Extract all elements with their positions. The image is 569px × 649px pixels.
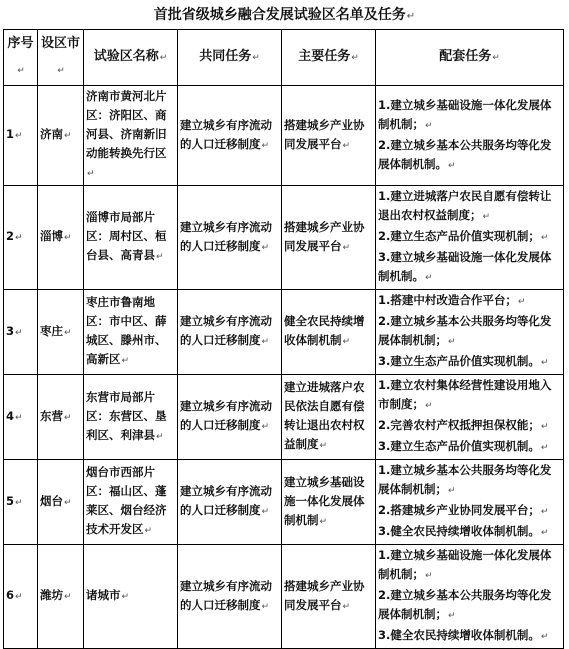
- row-number: 2↵: [4, 186, 38, 290]
- pilot-zone-table: [3, 29, 564, 649]
- support-item: 1.建立进城落户农民自愿有偿转让退出农村权益制度；↵: [378, 189, 552, 222]
- support-task-cell: [376, 460, 564, 545]
- support-item: 3.建立城乡基础设施一体化发展体制机制。↵: [378, 250, 552, 283]
- zone-cell: 济南市黄河北片区：济阳区、商河县、济南新旧动能转换先行区↵: [84, 86, 178, 186]
- zone-cell: 淄博市局部片区：周村区、桓台县、高青县↵: [84, 186, 178, 290]
- table-row: [4, 86, 564, 186]
- title-text: 首批省级城乡融合发展试验区名单及任务: [153, 7, 406, 23]
- support-item: 2.建立城乡基本公共服务均等化发展体制机制；↵: [378, 588, 552, 621]
- table-row: [4, 375, 564, 460]
- paragraph-mark: ↵: [492, 53, 500, 63]
- row-number: 5↵: [4, 460, 38, 545]
- support-item: 2.建立城乡基本公共服务均等化发展体制机制。↵: [378, 137, 552, 171]
- table-row: [4, 460, 564, 545]
- document-title: [0, 6, 569, 26]
- support-item: 1.建立农村集体经营性建设用地入市制度；↵: [378, 378, 552, 411]
- main-task-cell: 建立进城落户农民依法自愿有偿转让退出农村权益制度↵: [282, 375, 376, 460]
- paragraph-mark: ↵: [17, 66, 25, 76]
- header-label: 设区市: [40, 36, 80, 51]
- support-task-cell: [376, 375, 564, 460]
- paragraph-mark: ↵: [57, 66, 65, 76]
- city-cell: 淄博↵: [38, 186, 84, 290]
- header-label: 序号: [7, 36, 34, 51]
- row-number: 4↵: [4, 375, 38, 460]
- header-label: 试验区名称: [93, 49, 159, 64]
- row-number: 1↵: [4, 86, 38, 186]
- city-cell: 东营↵: [38, 375, 84, 460]
- support-task-cell: [376, 186, 564, 290]
- paragraph-mark: ↵: [351, 53, 359, 63]
- main-task-cell: 搭建城乡产业协同发展平台↵: [282, 86, 376, 186]
- support-item: 2.搭建城乡产业协同发展平台；↵: [378, 503, 549, 517]
- table-header-row: [4, 30, 564, 86]
- common-task-cell: 建立城乡有序流动的人口迁移制度↵: [178, 375, 282, 460]
- support-item: 1.建立城乡基础设施一体化发展体制机制；↵: [378, 97, 552, 131]
- support-item: 2.建立生态产品价值实现机制；↵: [378, 229, 549, 243]
- main-task-cell: 搭建城乡产业协同发展平台↵: [282, 186, 376, 290]
- header-cell: [84, 30, 178, 86]
- common-task-cell: 建立城乡有序流动的人口迁移制度↵: [178, 290, 282, 375]
- zone-cell: 枣庄市鲁南地区：市中区、薛城区、滕州市、高新区↵: [84, 290, 178, 375]
- support-item: 3.健全农民持续增收体制机制。↵: [378, 628, 549, 642]
- support-task-cell: [376, 86, 564, 186]
- main-task-cell: 搭建城乡产业协同发展平台↵: [282, 545, 376, 649]
- header-cell: [178, 30, 282, 86]
- support-item: 2.完善农村产权抵押担保权能；↵: [378, 418, 549, 432]
- support-item: 1.搭建中村改造合作平台；↵: [378, 293, 526, 307]
- header-cell: [4, 30, 38, 86]
- zone-cell: 烟台市西部片区：福山区、蓬莱区、烟台经济技术开发区↵: [84, 460, 178, 545]
- table-row: [4, 290, 564, 375]
- city-cell: 烟台↵: [38, 460, 84, 545]
- row-number: 6↵: [4, 545, 38, 649]
- row-number: 3↵: [4, 290, 38, 375]
- support-task-cell: [376, 545, 564, 649]
- table-row: [4, 545, 564, 649]
- common-task-cell: 建立城乡有序流动的人口迁移制度↵: [178, 460, 282, 545]
- support-item: 1.建立城乡基本公共服务均等化发展体制机制；↵: [378, 463, 552, 496]
- support-task-cell: [376, 290, 564, 375]
- city-cell: 济南↵: [38, 86, 84, 186]
- support-item: 2.建立城乡基本公共服务均等化发展体制机制；↵: [378, 314, 552, 347]
- support-item: 3.建立生态产品价值实现机制。↵: [378, 439, 549, 453]
- common-task-cell: 建立城乡有序流动的人口迁移制度↵: [178, 86, 282, 186]
- main-task-cell: 建立城乡基础设施一体化发展体制机制↵: [282, 460, 376, 545]
- support-item: 3.建立生态产品价值实现机制。↵: [378, 354, 549, 368]
- paragraph-mark: ↵: [159, 53, 168, 63]
- header-label: 配套任务: [439, 49, 492, 64]
- header-cell: [376, 30, 564, 86]
- paragraph-mark: ↵: [406, 11, 416, 22]
- support-item: 1.建立城乡基础设施一体化发展体制机制；↵: [378, 548, 552, 581]
- table-row: [4, 186, 564, 290]
- city-cell: 枣庄↵: [38, 290, 84, 375]
- common-task-cell: 建立城乡有序流动的人口迁移制度↵: [178, 545, 282, 649]
- header-cell: [38, 30, 84, 86]
- header-cell: [282, 30, 376, 86]
- support-item: 3.健全农民持续增收体制机制。↵: [378, 524, 549, 538]
- city-cell: 潍坊↵: [38, 545, 84, 649]
- zone-cell: 诸城市↵: [84, 545, 178, 649]
- header-label: 主要任务: [298, 49, 351, 64]
- paragraph-mark: ↵: [252, 53, 260, 63]
- common-task-cell: 建立城乡有序流动的人口迁移制度↵: [178, 186, 282, 290]
- main-task-cell: 健全农民持续增收体制机制↵: [282, 290, 376, 375]
- header-label: 共同任务: [199, 49, 252, 64]
- zone-cell: 东营市局部片区：东营区、垦利区、利津县↵: [84, 375, 178, 460]
